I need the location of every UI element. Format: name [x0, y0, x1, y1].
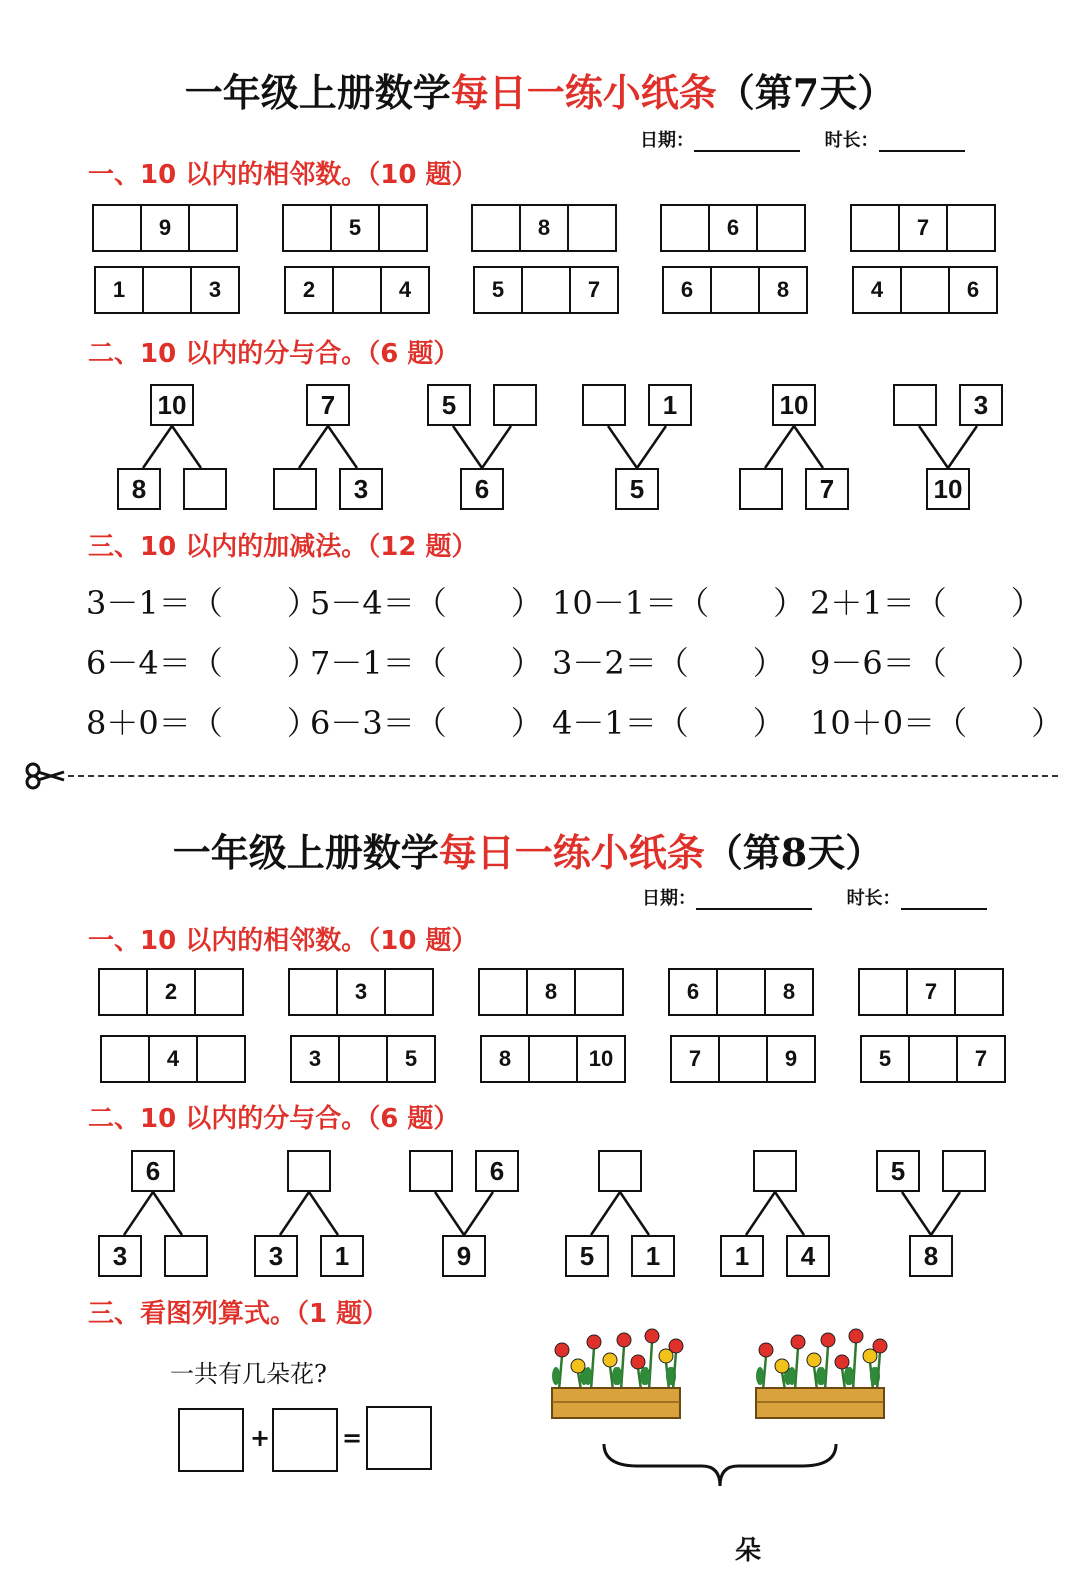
- adjacent-number-strip: [284, 266, 430, 314]
- number-cell: 1: [96, 268, 144, 312]
- blank-cell[interactable]: [523, 268, 571, 312]
- blank-cell[interactable]: [340, 1037, 388, 1081]
- blank-cell[interactable]: [662, 206, 710, 250]
- flower-pot-icon: [552, 1329, 683, 1418]
- adjacent-number-strip: [860, 1035, 1006, 1083]
- number-box: 3: [254, 1235, 298, 1277]
- adjacent-number-strip: [282, 204, 428, 252]
- duration-label: 时长：: [846, 888, 901, 909]
- branch-line: [482, 426, 511, 468]
- page-title-day8: [0, 822, 1068, 877]
- title-highlight: 每日一练小纸条: [450, 70, 717, 115]
- number-box: 7: [805, 468, 849, 510]
- branch-line: [948, 426, 977, 468]
- number-cell: 8: [782, 979, 796, 1004]
- number-cell: 3: [338, 970, 386, 1014]
- branch-line: [746, 1192, 775, 1235]
- number-box: 1: [720, 1235, 764, 1277]
- date-line[interactable]: [696, 890, 812, 910]
- number-cell: 5: [404, 1046, 418, 1071]
- number-box: 10: [150, 384, 194, 426]
- adjacent-number-strip: [288, 968, 434, 1016]
- blank-cell[interactable]: [569, 206, 615, 250]
- blank-box[interactable]: [753, 1150, 797, 1192]
- branch-line: [299, 426, 328, 468]
- blank-box[interactable]: [942, 1150, 986, 1192]
- blank-cell[interactable]: [910, 1037, 958, 1081]
- branch-line: [153, 1192, 182, 1235]
- branch-line: [637, 426, 666, 468]
- blank-cell[interactable]: [902, 268, 950, 312]
- number-cell: 5: [332, 206, 380, 250]
- branch-line: [309, 1192, 338, 1235]
- blank-cell[interactable]: [190, 206, 236, 250]
- number-box: 1: [631, 1235, 675, 1277]
- equation[interactable]: 7－1＝（ ）: [310, 644, 543, 682]
- branch-line: [172, 426, 201, 468]
- date-field[interactable]: [642, 884, 987, 910]
- flower-pots-illustration: [540, 1326, 890, 1426]
- number-box: 9: [442, 1235, 486, 1277]
- equation[interactable]: 6－4＝（ ）: [86, 644, 319, 682]
- branch-line: [124, 1192, 153, 1235]
- adjacent-number-strip: [98, 968, 244, 1016]
- brace-icon: [598, 1440, 842, 1490]
- number-box: 5: [615, 468, 659, 510]
- blank-box[interactable]: [273, 468, 317, 510]
- title-end: （第7天）: [716, 70, 896, 115]
- blank-cell[interactable]: [852, 206, 900, 250]
- blank-box[interactable]: [409, 1150, 453, 1192]
- equation[interactable]: 4－1＝（ ）: [552, 704, 785, 742]
- blank-cell[interactable]: [473, 206, 521, 250]
- blank-cell[interactable]: [860, 970, 908, 1014]
- branch-line: [931, 1192, 960, 1235]
- adjacent-number-strip: [471, 204, 617, 252]
- answer-box-2[interactable]: [272, 1408, 338, 1472]
- adjacent-number-strip: [850, 204, 996, 252]
- number-cell: 4: [150, 1037, 198, 1081]
- blank-cell[interactable]: [380, 206, 426, 250]
- scissors-icon: [24, 760, 68, 792]
- date-label: 日期：: [640, 130, 694, 151]
- branch-line: [620, 1192, 649, 1235]
- number-box: 7: [306, 384, 350, 426]
- number-box: 8: [117, 468, 161, 510]
- branch-line: [328, 426, 357, 468]
- adjacent-number-strip: [94, 266, 240, 314]
- number-box: 3: [959, 384, 1003, 426]
- number-cell: 6: [966, 277, 980, 302]
- answer-box-3[interactable]: [366, 1406, 432, 1470]
- unit-label: 朵: [735, 1536, 762, 1566]
- title-part: 一年级上册数学: [172, 830, 439, 875]
- duration-line[interactable]: [901, 890, 987, 910]
- adjacent-number-strip: [100, 1035, 246, 1083]
- blank-cell[interactable]: [196, 970, 242, 1014]
- number-box: 6: [475, 1150, 519, 1192]
- number-cell: 7: [908, 970, 956, 1014]
- plus-sign: +: [250, 1424, 271, 1452]
- number-cell: 8: [528, 970, 576, 1014]
- equation[interactable]: 5－4＝（ ）: [310, 584, 543, 622]
- equation[interactable]: 9－6＝（ ）: [810, 644, 1043, 682]
- number-cell: 5: [475, 268, 523, 312]
- adjacent-number-strip: [662, 266, 808, 314]
- blank-cell[interactable]: [100, 970, 148, 1014]
- branch-line: [453, 426, 482, 468]
- number-box: 6: [131, 1150, 175, 1192]
- number-box: 1: [648, 384, 692, 426]
- date-line[interactable]: [694, 132, 800, 152]
- number-cell: 7: [900, 206, 948, 250]
- blank-box[interactable]: [739, 468, 783, 510]
- blank-cell[interactable]: [198, 1037, 244, 1081]
- branch-line: [280, 1192, 309, 1235]
- number-box: 3: [339, 468, 383, 510]
- adjacent-number-strip: [290, 1035, 436, 1083]
- section-split-combine: 二、10 以内的分与合。（6 题）: [88, 339, 460, 369]
- number-box: 3: [98, 1235, 142, 1277]
- blank-box[interactable]: [598, 1150, 642, 1192]
- number-cell: 7: [587, 277, 601, 302]
- section-picture-equation: 三、看图列算式。（1 题）: [88, 1299, 389, 1329]
- number-cell: 6: [670, 970, 718, 1014]
- equals-sign: =: [342, 1424, 363, 1452]
- blank-box[interactable]: [183, 468, 227, 510]
- number-cell: 9: [142, 206, 190, 250]
- page-title-day7: [0, 62, 1080, 117]
- blank-box[interactable]: [287, 1150, 331, 1192]
- adjacent-number-strip: [473, 266, 619, 314]
- branch-line: [919, 426, 948, 468]
- equation[interactable]: 10＋0＝（ ）: [810, 704, 1064, 742]
- blank-box[interactable]: [164, 1235, 208, 1277]
- section-split-combine: 二、10 以内的分与合。（6 题）: [88, 1104, 460, 1134]
- blank-cell[interactable]: [144, 268, 192, 312]
- blank-box[interactable]: [893, 384, 937, 426]
- blank-cell[interactable]: [948, 206, 994, 250]
- question-text: 一共有几朵花?: [170, 1360, 327, 1388]
- number-cell: 2: [286, 268, 334, 312]
- number-box: 4: [786, 1235, 830, 1277]
- blank-box[interactable]: [582, 384, 626, 426]
- blank-cell[interactable]: [720, 1037, 768, 1081]
- adjacent-number-strip: [852, 266, 998, 314]
- adjacent-number-strip: [480, 1035, 626, 1083]
- adjacent-number-strip: [478, 968, 624, 1016]
- section-adjacent-numbers: 一、10 以内的相邻数。（10 题）: [88, 160, 478, 190]
- adjacent-number-strip: [92, 204, 238, 252]
- number-box: 5: [427, 384, 471, 426]
- blank-cell[interactable]: [334, 268, 382, 312]
- number-cell: 6: [664, 268, 712, 312]
- number-cell: 8: [776, 277, 790, 302]
- number-box: 6: [460, 468, 504, 510]
- number-box: 10: [926, 468, 970, 510]
- equation[interactable]: 3－1＝（ ）: [86, 584, 319, 622]
- number-cell: 10: [588, 1046, 614, 1071]
- blank-cell[interactable]: [386, 970, 432, 1014]
- answer-box-1[interactable]: [178, 1408, 244, 1472]
- number-cell: 3: [292, 1037, 340, 1081]
- number-cell: 9: [784, 1046, 798, 1071]
- flower-pot-icon: [756, 1329, 887, 1418]
- number-box: 1: [320, 1235, 364, 1277]
- branch-line: [765, 426, 794, 468]
- title-end: （第8天）: [704, 830, 884, 875]
- blank-cell[interactable]: [718, 970, 766, 1014]
- blank-cell[interactable]: [576, 970, 622, 1014]
- number-cell: 7: [974, 1046, 988, 1071]
- number-cell: 8: [521, 206, 569, 250]
- section-add-subtract: 三、10 以内的加减法。（12 题）: [88, 532, 478, 562]
- number-cell: 8: [482, 1037, 530, 1081]
- branch-line: [608, 426, 637, 468]
- section-adjacent-numbers: 一、10 以内的相邻数。（10 题）: [88, 926, 478, 956]
- adjacent-number-strip: [858, 968, 1004, 1016]
- number-box: 10: [772, 384, 816, 426]
- equation[interactable]: 2＋1＝（ ）: [810, 584, 1043, 622]
- equation[interactable]: 10－1＝（ ）: [552, 584, 806, 622]
- number-cell: 7: [672, 1037, 720, 1081]
- adjacent-number-strip: [670, 1035, 816, 1083]
- date-label: 日期：: [642, 888, 696, 909]
- title-part: 一年级上册数学: [184, 70, 451, 115]
- blank-cell[interactable]: [712, 268, 760, 312]
- number-box: 5: [565, 1235, 609, 1277]
- adjacent-number-strip: [660, 204, 806, 252]
- branch-line: [464, 1192, 493, 1235]
- blank-cell[interactable]: [956, 970, 1002, 1014]
- adjacent-number-strip: [668, 968, 814, 1016]
- number-box: 8: [909, 1235, 953, 1277]
- blank-cell[interactable]: [758, 206, 804, 250]
- branch-line: [775, 1192, 804, 1235]
- number-cell: 2: [148, 970, 196, 1014]
- equation[interactable]: 8＋0＝（ ）: [86, 704, 319, 742]
- branch-line: [591, 1192, 620, 1235]
- blank-cell[interactable]: [530, 1037, 578, 1081]
- number-cell: 3: [208, 277, 222, 302]
- branch-line: [435, 1192, 464, 1235]
- blank-cell[interactable]: [284, 206, 332, 250]
- date-field[interactable]: [640, 126, 965, 152]
- duration-label: 时长：: [824, 130, 879, 151]
- branch-line: [794, 426, 823, 468]
- number-cell: 4: [854, 268, 902, 312]
- blank-cell[interactable]: [480, 970, 528, 1014]
- blank-cell[interactable]: [102, 1037, 150, 1081]
- cut-line: [68, 775, 1058, 777]
- equation[interactable]: 6－3＝（ ）: [310, 704, 543, 742]
- branch-line: [143, 426, 172, 468]
- branch-line: [902, 1192, 931, 1235]
- equation[interactable]: 3－2＝（ ）: [552, 644, 785, 682]
- number-cell: 4: [398, 277, 412, 302]
- number-cell: 6: [710, 206, 758, 250]
- blank-cell[interactable]: [94, 206, 142, 250]
- title-highlight: 每日一练小纸条: [438, 830, 705, 875]
- blank-cell[interactable]: [290, 970, 338, 1014]
- number-cell: 5: [862, 1037, 910, 1081]
- number-box: 5: [876, 1150, 920, 1192]
- duration-line[interactable]: [879, 132, 965, 152]
- blank-box[interactable]: [493, 384, 537, 426]
